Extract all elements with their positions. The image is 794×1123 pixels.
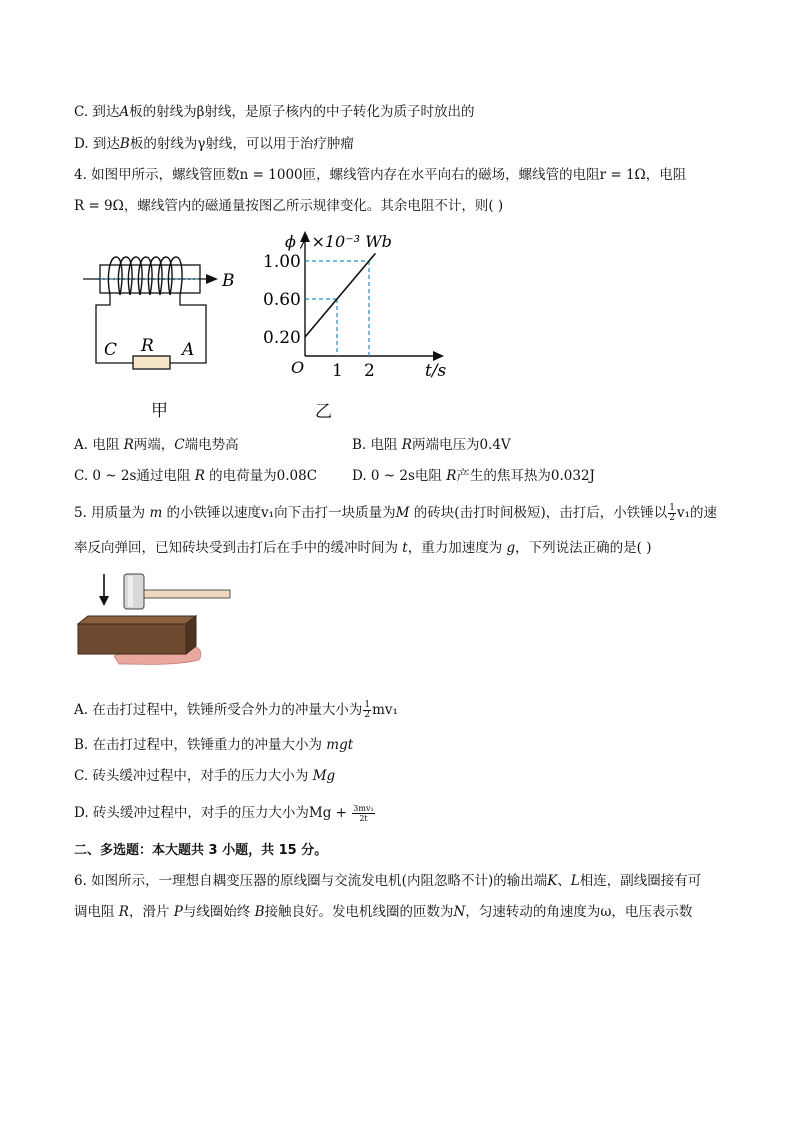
down-arrow-head — [99, 596, 109, 606]
q5-option-c: C. 砖头缓冲过程中，对手的压力大小为 𝑀𝑔 — [74, 768, 336, 784]
x-axis-label: t/s — [425, 361, 447, 381]
q4-option-c: C. 0 ~ 2s通过电阻 𝑅 的电荷量为0.08C — [74, 468, 318, 484]
fraction-half: $\frac{1}{2}$ — [669, 503, 675, 523]
label-c: C — [104, 340, 118, 360]
q5-stem-line2: 率反向弹回，已知砖块受到击打后在手中的缓冲时间为 𝑡，重力加速度为 𝑔，下列说法正确的是( ) — [74, 540, 652, 556]
figure-hammer-brick — [74, 568, 244, 668]
q6-stem-line2: 调电阻 𝑅，滑片 𝑃与线圈始终 𝐵接触良好。发电机线圈的匝数为𝑁，匀速转动的角速度为ω，电压表示数 — [74, 904, 693, 920]
x-axis-arrow — [433, 351, 444, 361]
y-axis-label: ϕ / ×10⁻³ Wb — [285, 232, 392, 251]
brick-top — [78, 616, 196, 624]
x-tick-label-2: 2 — [364, 361, 375, 381]
q6-stem-line1: 6. 如图所示，一理想自耦变压器的原线圈与交流发电机(内阻忽略不计)的输出端𝐾、𝐿相连，副线圈接有可 — [74, 873, 702, 889]
q4-option-b: B. 电阻 𝑅两端电压为0.4V — [352, 437, 511, 453]
label-b: B — [222, 271, 235, 291]
hammer-handle — [142, 590, 230, 598]
resistor-r — [133, 356, 170, 369]
flux-line — [305, 253, 375, 337]
q4-option-d: D. 0 ~ 2s电阻 𝑅产生的焦耳热为0.032J — [352, 468, 595, 484]
x-tick-label-1: 1 — [332, 361, 343, 381]
fraction-half: $\frac{1}{2}$ — [364, 700, 371, 720]
section-heading: 二、多选题：本大题共 3 小题，共 15 分。 — [74, 843, 328, 858]
figure-yi-caption: 乙 — [315, 402, 332, 422]
fraction-3mv1-2t: $\frac{\text{3mv₁}}{2t}$ — [353, 804, 374, 823]
origin-label: O — [291, 358, 305, 377]
y-tick-label-1.00: 1.00 — [263, 252, 301, 272]
q4-stem-line2: R = 9Ω，螺线管内的磁通量按图乙所示规律变化。其余电阻不计，则( ) — [74, 198, 504, 214]
label-a: A — [182, 340, 195, 360]
q3-option-d: D. 到达𝐵板的射线为γ射线，可以用于治疗肿瘤 — [74, 136, 354, 152]
q5-option-b: B. 在击打过程中，铁锤重力的冲量大小为 𝑚𝑔𝑡 — [74, 737, 354, 753]
q5-option-d: D. 砖头缓冲过程中，对手的压力大小为Mg + $\frac{\text{3mv₁}}{2t}$ — [74, 804, 374, 823]
q3-option-c: C. 到达𝐴板的射线为β射线，是原子核内的中子转化为质子时放出的 — [74, 104, 475, 120]
label-r: R — [141, 336, 154, 356]
solenoid-coil — [108, 257, 182, 295]
q5-stem-text-a: 5. 用质量为 𝑚 的小铁锤以速度v₁向下击打一块质量为𝑀 的砖块(击打时间极短)，击打后，小铁锤以 — [74, 505, 668, 521]
brick-front — [78, 624, 186, 654]
figure-yi-flux-graph — [255, 225, 455, 385]
q5-stem-line1 — [74, 503, 717, 523]
figure-jia-caption: 甲 — [151, 401, 168, 421]
q4-option-a: A. 电阻 𝑅两端，𝐶端电势高 — [74, 437, 239, 453]
y-tick-label-0.20: 0.20 — [263, 328, 301, 348]
y-tick-label-0.60: 0.60 — [263, 290, 301, 310]
hammer-head — [124, 574, 144, 609]
q5-option-a: A. 在击打过程中，铁锤所受合外力的冲量大小为 $\frac{1}{2}$ mv₁ — [74, 700, 398, 720]
figure-jia-solenoid-circuit — [78, 245, 248, 375]
field-arrow-head — [206, 274, 218, 284]
q4-stem-line1: 4. 如图甲所示，螺线管匝数n = 1000匝，螺线管内存在水平向右的磁场，螺线管的电阻r = 1Ω，电阻 — [74, 167, 687, 183]
q5-stem-text-b: v₁的速 — [676, 505, 718, 521]
